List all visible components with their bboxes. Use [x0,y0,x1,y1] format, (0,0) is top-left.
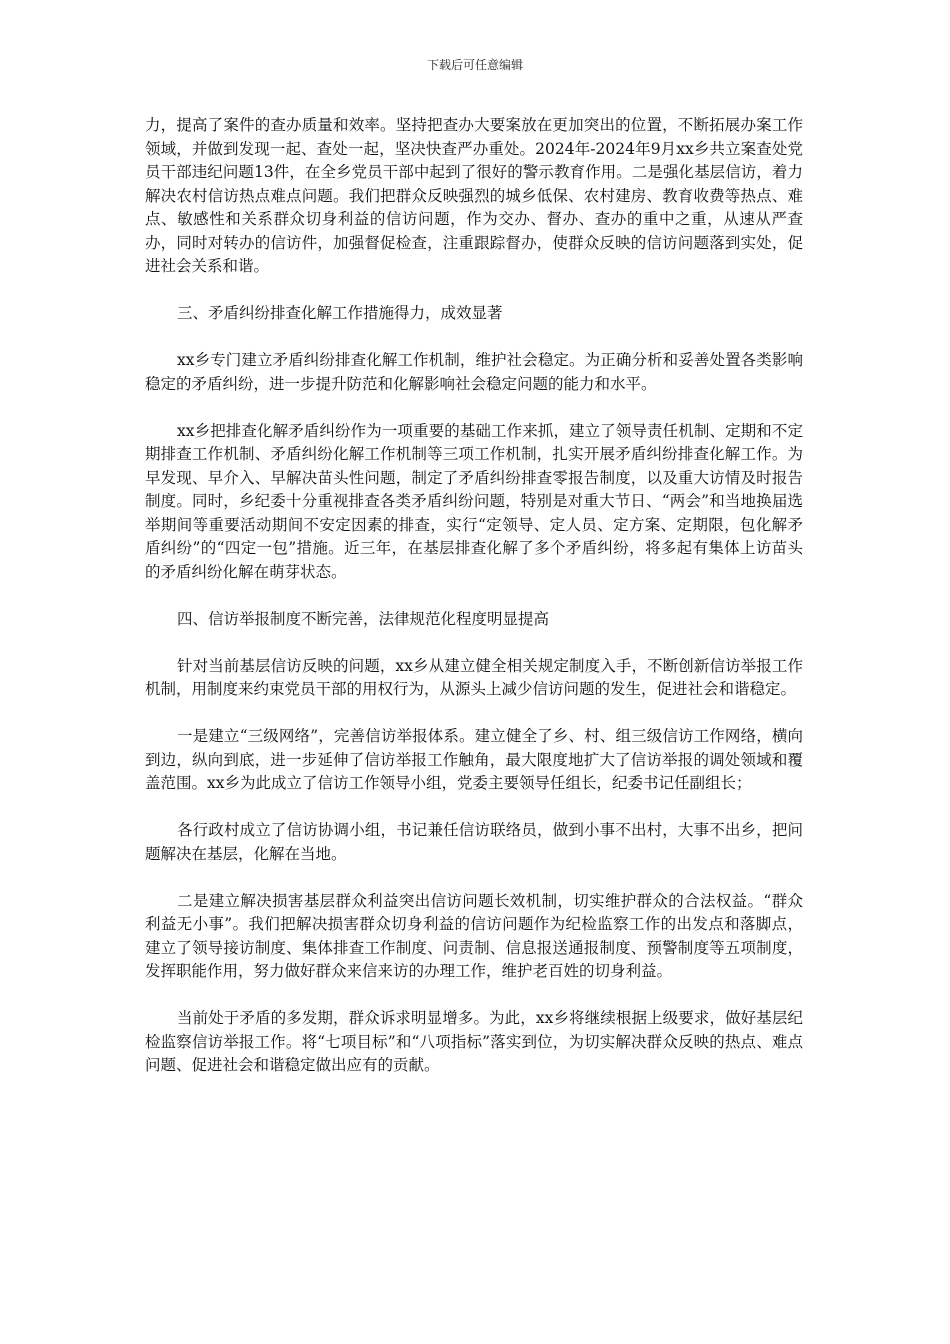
document-body [145,114,803,1101]
paragraph: xx乡把排查化解矛盾纠纷作为一项重要的基础工作来抓，建立了领导责任机制、定期和不定期排查工作机制、矛盾纠纷化解工作机制等三项工作机制，扎实开展矛盾纠纷排查化解工作。为早发现、早介入、早解决苗头性问题，制定了矛盾纠纷排查零报告制度，以及重大访情及时报告制度。同时，乡纪委十分重视排查各类矛盾纠纷问题，特别是对重大节日、“两会”和当地换届选举期间等重要活动期间不安定因素的排查，实行“定领导、定人员、定方案、定期限，包化解矛盾纠纷”的“四定一包”措施。近三年，在基层排查化解了多个矛盾纠纷，将多起有集体上访苗头的矛盾纠纷化解在萌芽状态。 [145,421,803,581]
paragraph-continued: 力，提高了案件的查办质量和效率。坚持把查办大要案放在更加突出的位置，不断拓展办案工作领域，并做到发现一起、查处一起，坚决快查严办重处。2024年-2024年9月xx乡共立案查处党员干部违纪问题13件，在全乡党员干部中起到了很好的警示教育作用。二是强化基层信访，着力解决农村信访热点难点问题。我们把群众反映强烈的城乡低保、农村建房、教育收费等热点、难点、敏感性和关系群众切身利益的信访问题，作为交办、督办、查办的重中之重，从速从严查办，同时对转办的信访件，加强督促检查，注重跟踪督办，使群众反映的信访问题落到实处，促进社会关系和谐。 [145,116,803,275]
paragraph: 二是建立解决损害基层群众利益突出信访问题长效机制，切实维护群众的合法权益。“群众利益无小事”。我们把解决损害群众切身利益的信访问题作为纪检监察工作的出发点和落脚点，建立了领导接访制度、集体排查工作制度、问责制、信息报送通报制度、预警制度等五项制度，发挥职能作用，努力做好群众来信来访的办理工作，维护老百姓的切身利益。 [145,891,803,980]
section-heading-3: 三、矛盾纠纷排查化解工作措施得力，成效显著 [177,304,503,322]
paragraph: xx乡专门建立矛盾纠纷排查化解工作机制，维护社会稳定。为正确分析和妥善处置各类影响稳定的矛盾纠纷，进一步提升防范和化解影响社会稳定问题的能力和水平。 [145,351,803,393]
paragraph: 一是建立“三级网络”，完善信访举报体系。建立健全了乡、村、组三级信访工作网络，横向到边，纵向到底，进一步延伸了信访举报工作触角，最大限度地扩大了信访举报的调处领域和覆盖范围。xx乡为此成立了信访工作领导小组，党委主要领导任组长，纪委书记任副组长； [145,727,803,792]
page-header-note: 下载后可任意编辑 [426,58,523,72]
paragraph: 针对当前基层信访反映的问题，xx乡从建立健全相关规定制度入手，不断创新信访举报工作机制，用制度来约束党员干部的用权行为，从源头上减少信访问题的发生，促进社会和谐稳定。 [145,656,803,698]
section-heading-4: 四、信访举报制度不断完善，法律规范化程度明显提高 [177,609,550,628]
paragraph: 各行政村成立了信访协调小组，书记兼任信访联络员，做到小事不出村，大事不出乡，把问题解决在基层，化解在当地。 [145,821,803,863]
paragraph: 当前处于矛盾的多发期，群众诉求明显增多。为此，xx乡将继续根据上级要求，做好基层纪检监察信访举报工作。将“七项目标”和“八项指标”落实到位，为切实解决群众反映的热点、难点问题、促进社会和谐稳定做出应有的贡献。 [145,1009,803,1074]
